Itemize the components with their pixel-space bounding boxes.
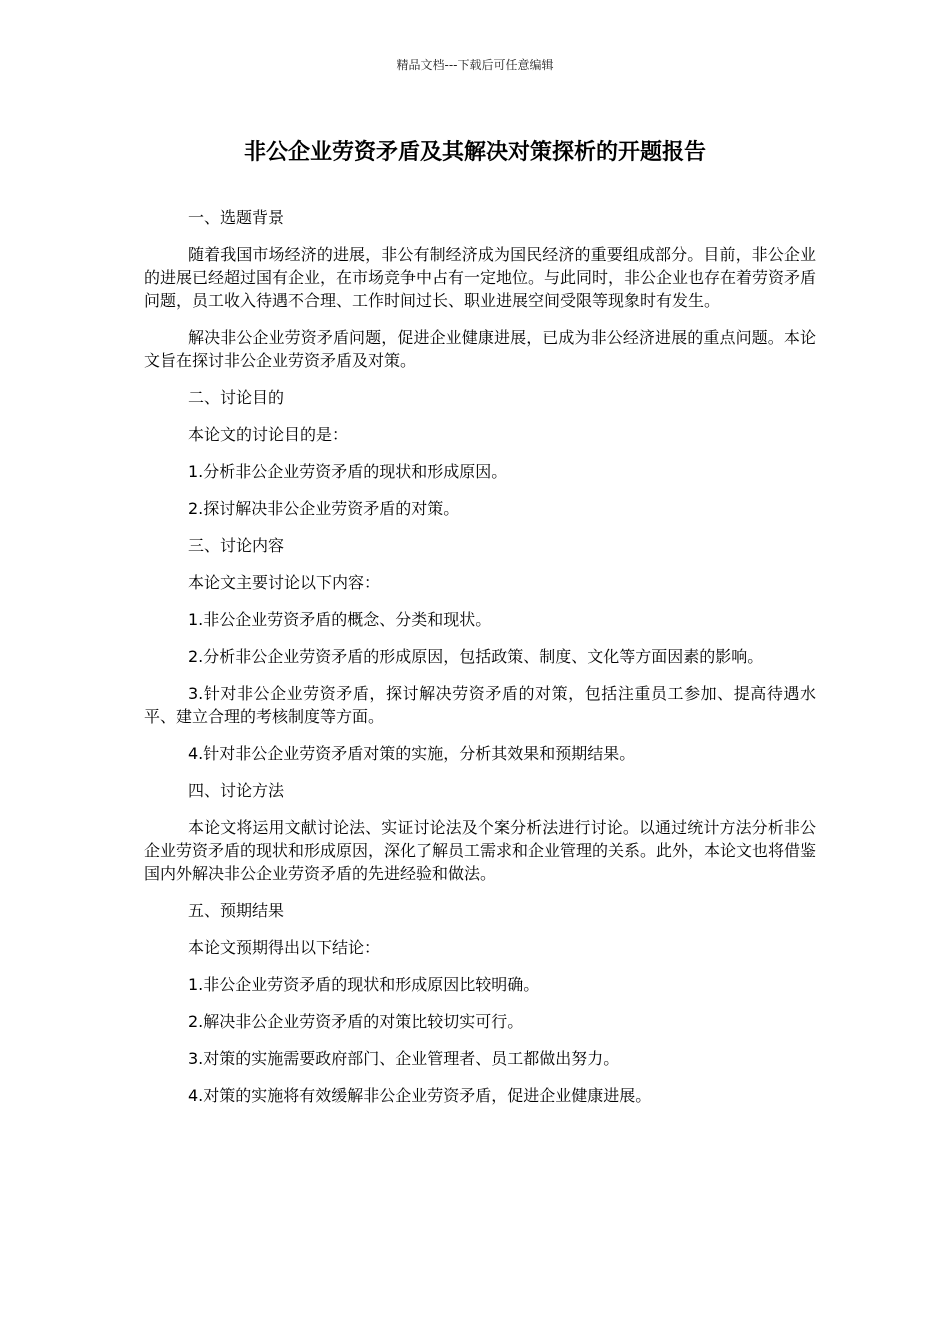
paragraph-method: 本论文将运用文献讨论法、实证讨论法及个案分析法进行讨论。以通过统计方法分析非公企业劳资矛盾的现状和形成原因，深化了解员工需求和企业管理的关系。此外，本论文也将借鉴国内外解决非公企业劳资矛盾的先进经验和做法。 — [144, 818, 817, 883]
list-item-result-3: 3.对策的实施需要政府部门、企业管理者、员工都做出努力。 — [188, 1049, 620, 1068]
paragraph-problem-focus: 解决非公企业劳资矛盾问题，促进企业健康进展，已成为非公经济进展的重点问题。本论文旨在探讨非公企业劳资矛盾及对策。 — [144, 328, 816, 370]
list-item-content-1: 1.非公企业劳资矛盾的概念、分类和现状。 — [188, 610, 492, 629]
list-item-content-2: 2.分析非公企业劳资矛盾的形成原因，包括政策、制度、文化等方面因素的影响。 — [188, 647, 764, 666]
paragraph-results-intro: 本论文预期得出以下结论： — [188, 938, 381, 957]
header-note: 精品文档---下载后可任意编辑 — [396, 58, 554, 72]
list-item-result-2: 2.解决非公企业劳资矛盾的对策比较切实可行。 — [188, 1012, 524, 1031]
section-heading-results: 五、预期结果 — [188, 901, 285, 920]
section-heading-background: 一、选题背景 — [188, 208, 285, 227]
paragraph-purpose-intro: 本论文的讨论目的是： — [188, 425, 349, 444]
list-item-result-4: 4.对策的实施将有效缓解非公企业劳资矛盾，促进企业健康进展。 — [188, 1086, 652, 1105]
list-item-result-1: 1.非公企业劳资矛盾的现状和形成原因比较明确。 — [188, 975, 540, 994]
section-heading-method: 四、讨论方法 — [188, 781, 285, 800]
list-item-content-4: 4.针对非公企业劳资矛盾对策的实施，分析其效果和预期结果。 — [188, 744, 636, 763]
list-item-purpose-1: 1.分析非公企业劳资矛盾的现状和形成原因。 — [188, 462, 508, 481]
section-heading-purpose: 二、讨论目的 — [188, 388, 285, 407]
paragraph-background: 随着我国市场经济的进展，非公有制经济成为国民经济的重要组成部分。目前，非公企业的进展已经超过国有企业，在市场竞争中占有一定地位。与此同时，非公企业也存在着劳资矛盾问题，员工收入待遇不合理、工作时间过长、职业进展空间受限等现象时有发生。 — [144, 245, 817, 310]
document-body — [144, 206, 816, 1121]
paragraph-content-intro: 本论文主要讨论以下内容： — [188, 573, 381, 592]
list-item-purpose-2: 2.探讨解决非公企业劳资矛盾的对策。 — [188, 499, 460, 518]
list-item-content-3: 3.针对非公企业劳资矛盾，探讨解决劳资矛盾的对策，包括注重员工参加、提高待遇水平、建立合理的考核制度等方面。 — [144, 684, 816, 726]
section-heading-content: 三、讨论内容 — [188, 536, 285, 555]
document-title: 非公企业劳资矛盾及其解决对策探析的开题报告 — [243, 140, 706, 165]
